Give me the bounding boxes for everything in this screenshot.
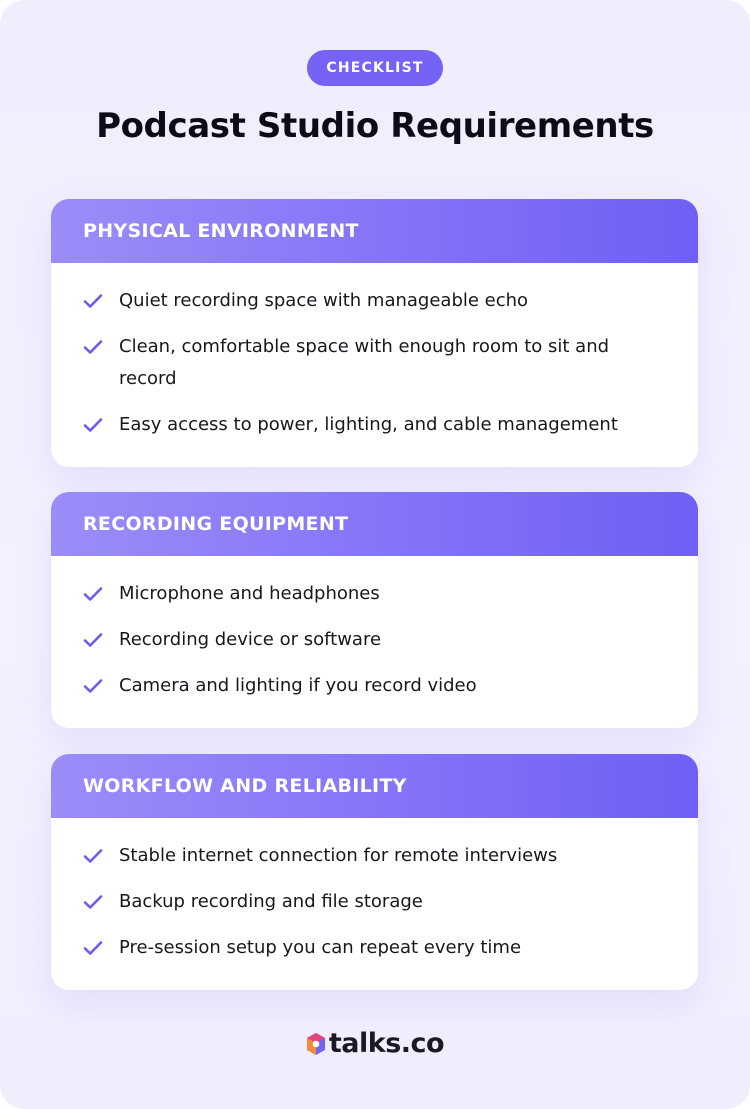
checklist-item-label: Easy access to power, lighting, and cable management [119, 414, 618, 435]
talks-logo [0, 1028, 750, 1059]
section-card-workflow-and-reliability [51, 754, 698, 990]
section-heading: PHYSICAL ENVIRONMENT [51, 199, 698, 263]
checklist-item [83, 670, 666, 702]
check-icon [83, 894, 103, 910]
check-icon [83, 940, 103, 956]
checklist-item [83, 409, 666, 441]
check-icon [83, 417, 103, 433]
checklist-item-label: Clean, comfortable space with enough room to sit and record [119, 336, 610, 389]
checklist-item-label: Camera and lighting if you record video [119, 675, 477, 696]
section-card-recording-equipment [51, 492, 698, 728]
section-heading: RECORDING EQUIPMENT [51, 492, 698, 556]
checklist-item-label: Quiet recording space with manageable echo [119, 290, 529, 311]
checklist-item [83, 624, 666, 656]
talks-logo-mark-icon [306, 1032, 326, 1056]
checklist-item-label: Pre-session setup you can repeat every time [119, 937, 522, 958]
page-title: Podcast Studio Requirements [96, 106, 654, 146]
checklist-item [83, 840, 666, 872]
section-heading: WORKFLOW AND RELIABILITY [51, 754, 698, 818]
checklist-badge: CHECKLIST [307, 50, 443, 86]
check-icon [83, 293, 103, 309]
section-card-physical-environment [51, 199, 698, 467]
check-icon [83, 339, 103, 355]
checklist-item-label: Stable internet connection for remote interviews [119, 845, 558, 866]
check-icon [83, 632, 103, 648]
checklist-item [83, 578, 666, 610]
logo-text: talks.co [328, 1028, 445, 1059]
check-icon [83, 586, 103, 602]
checklist-item [83, 886, 666, 918]
checklist [51, 263, 698, 441]
checklist-item-label: Recording device or software [119, 629, 382, 650]
checklist-item [83, 285, 666, 317]
checklist-item [83, 331, 666, 395]
checklist-item-label: Microphone and headphones [119, 583, 380, 604]
checklist [51, 556, 698, 702]
checklist-item [83, 932, 666, 964]
check-icon [83, 678, 103, 694]
checklist-item-label: Backup recording and file storage [119, 891, 423, 912]
check-icon [83, 848, 103, 864]
checklist [51, 818, 698, 964]
